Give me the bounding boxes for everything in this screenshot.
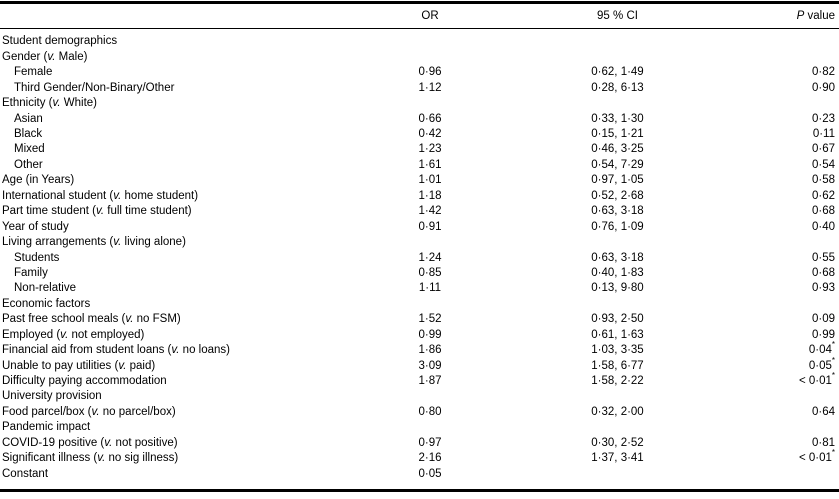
bottom-rule <box>0 489 839 492</box>
row-label: Unable to pay utilities (v. paid) <box>2 359 156 372</box>
row-label: Family <box>14 266 48 279</box>
table-row <box>0 234 839 249</box>
row-or-value: 0·05 <box>418 467 442 480</box>
table-row <box>0 435 839 450</box>
table-row <box>0 49 839 64</box>
row-or-value: 3·09 <box>418 359 442 372</box>
row-label: Other <box>14 158 43 171</box>
row-p-value: 0·82 <box>811 66 835 79</box>
row-p-value: 0·23 <box>811 112 835 125</box>
row-or-value: 1·86 <box>418 344 442 357</box>
row-or-value: 1·52 <box>418 313 442 326</box>
row-label: Black <box>14 128 43 141</box>
row-or-value: 2·16 <box>418 452 442 465</box>
table-row <box>0 80 839 95</box>
row-or-value: 0·99 <box>418 328 442 341</box>
table-row <box>0 389 839 404</box>
table-body <box>0 29 839 482</box>
row-p-value: < 0·01* <box>798 371 835 388</box>
row-p-value: 0·67 <box>811 143 835 156</box>
row-p-value: 0·40 <box>811 220 835 233</box>
table-row <box>0 296 839 311</box>
row-p-value: 0·09 <box>811 313 835 326</box>
table-row <box>0 420 839 435</box>
row-or-value: 0·42 <box>418 128 442 141</box>
table-row <box>0 157 839 172</box>
table-row <box>0 466 839 481</box>
table-row <box>0 188 839 203</box>
row-p-value: 0·99 <box>811 328 835 341</box>
row-label: Difficulty paying accommodation <box>2 375 167 388</box>
row-or-value: 0·97 <box>418 436 442 449</box>
table-row <box>0 142 839 157</box>
row-ci-value: 0·61, 1·63 <box>591 328 644 341</box>
row-label: Year of study <box>2 220 69 233</box>
row-ci-value: 1·58, 6·77 <box>591 359 644 372</box>
header-p-italic: P <box>796 9 805 22</box>
row-p-value: 0·04* <box>808 340 835 357</box>
row-label: Mixed <box>14 143 45 156</box>
table-header-row <box>0 4 839 28</box>
header-p-rest: value <box>804 9 835 22</box>
row-label: Living arrangements (v. living alone) <box>2 236 186 249</box>
row-p-value: 0·68 <box>811 266 835 279</box>
row-label: COVID-19 positive (v. not positive) <box>2 436 178 449</box>
significance-asterisk: * <box>831 371 835 381</box>
row-p-value: < 0·01* <box>798 448 835 465</box>
row-or-value: 1·42 <box>418 205 442 218</box>
row-label: Financial aid from student loans (v. no loans) <box>2 344 230 357</box>
row-p-value: 0·11 <box>812 128 835 141</box>
table-row <box>0 265 839 280</box>
row-ci-value: 0·93, 2·50 <box>591 313 644 326</box>
table-row <box>0 95 839 110</box>
row-ci-value: 0·63, 3·18 <box>591 251 644 264</box>
row-label: Significant illness (v. no sig illness) <box>2 452 179 465</box>
table-row <box>0 373 839 388</box>
row-p-value: 0·55 <box>811 251 835 264</box>
row-label: Gender (v. Male) <box>2 50 88 63</box>
row-label: Part time student (v. full time student) <box>2 205 192 218</box>
row-label: Female <box>14 66 53 79</box>
row-ci-value: 0·46, 3·25 <box>591 143 644 156</box>
significance-asterisk: * <box>831 340 835 350</box>
table-row <box>0 34 839 49</box>
row-ci-value: 0·15, 1·21 <box>591 128 644 141</box>
header-p-value <box>740 10 839 22</box>
header-ci: 95 % CI <box>597 9 638 22</box>
row-label: Constant <box>2 467 49 480</box>
row-ci-value: 0·40, 1·83 <box>591 266 644 279</box>
row-label: Employed (v. not employed) <box>2 328 145 341</box>
row-p-value: 0·90 <box>811 81 835 94</box>
header-or: OR <box>421 9 439 22</box>
row-p-value: 0·68 <box>811 205 835 218</box>
row-ci-value: 0·63, 3·18 <box>591 205 644 218</box>
row-label: University provision <box>2 390 102 403</box>
row-p-value: 0·81 <box>811 436 835 449</box>
row-ci-value: 0·76, 1·09 <box>591 220 644 233</box>
table-row <box>0 65 839 80</box>
table-row <box>0 250 839 265</box>
row-p-value: 0·58 <box>811 174 835 187</box>
row-or-value: 0·96 <box>418 66 442 79</box>
row-label: Non-relative <box>14 282 76 295</box>
row-or-value: 0·91 <box>418 220 442 233</box>
row-ci-value: 0·28, 6·13 <box>591 81 644 94</box>
row-label: Students <box>14 251 60 264</box>
row-label: International student (v. home student) <box>2 189 199 202</box>
row-label: Student demographics <box>2 35 118 48</box>
row-ci-value: 0·13, 9·80 <box>591 282 644 295</box>
row-ci-value: 0·97, 1·05 <box>591 174 644 187</box>
table-row <box>0 448 839 466</box>
row-ci-value: 0·54, 7·29 <box>591 158 644 171</box>
row-ci-value: 0·32, 2·00 <box>591 405 644 418</box>
row-label: Asian <box>14 112 43 125</box>
row-or-value: 1·01 <box>418 174 442 187</box>
row-ci-value: 1·37, 3·41 <box>591 452 644 465</box>
row-label: Past free school meals (v. no FSM) <box>2 313 181 326</box>
row-p-value: 0·64 <box>811 405 835 418</box>
row-ci-value: 1·58, 2·22 <box>591 375 644 388</box>
table-row <box>0 312 839 327</box>
significance-asterisk: * <box>831 355 835 365</box>
row-or-value: 1·18 <box>418 189 442 202</box>
row-p-value: 0·05* <box>808 355 835 372</box>
row-label: Food parcel/box (v. no parcel/box) <box>2 405 176 418</box>
row-or-value: 1·11 <box>418 282 442 295</box>
row-label: Third Gender/Non-Binary/Other <box>14 81 175 94</box>
row-p-value: 0·93 <box>811 282 835 295</box>
significance-asterisk: * <box>831 448 835 458</box>
table-row <box>0 327 839 342</box>
table-row <box>0 204 839 219</box>
row-or-value: 1·12 <box>418 81 442 94</box>
row-or-value: 1·23 <box>418 143 442 156</box>
table-row <box>0 281 839 296</box>
table-row <box>0 355 839 373</box>
table-row <box>0 173 839 188</box>
row-ci-value: 1·03, 3·35 <box>591 344 644 357</box>
row-label: Economic factors <box>2 297 91 310</box>
row-ci-value: 0·62, 1·49 <box>591 66 644 79</box>
row-ci-value: 0·30, 2·52 <box>591 436 644 449</box>
row-ci-value: 0·52, 2·68 <box>591 189 644 202</box>
table-row <box>0 126 839 141</box>
bottom-gap <box>0 481 839 489</box>
row-or-value: 1·24 <box>418 251 442 264</box>
row-or-value: 0·85 <box>418 266 442 279</box>
table-row <box>0 404 839 419</box>
table-row <box>0 111 839 126</box>
row-or-value: 1·87 <box>418 375 442 388</box>
row-p-value: 0·54 <box>811 158 835 171</box>
row-ci-value: 0·33, 1·30 <box>591 112 644 125</box>
table-row <box>0 342 839 357</box>
row-label: Pandemic impact <box>2 421 91 434</box>
row-or-value: 1·61 <box>418 158 442 171</box>
row-label: Ethnicity (v. White) <box>2 97 98 110</box>
row-or-value: 0·80 <box>418 405 442 418</box>
table-row <box>0 219 839 234</box>
row-p-value: 0·62 <box>811 189 835 202</box>
row-or-value: 0·66 <box>418 112 442 125</box>
row-label: Age (in Years) <box>2 174 75 187</box>
